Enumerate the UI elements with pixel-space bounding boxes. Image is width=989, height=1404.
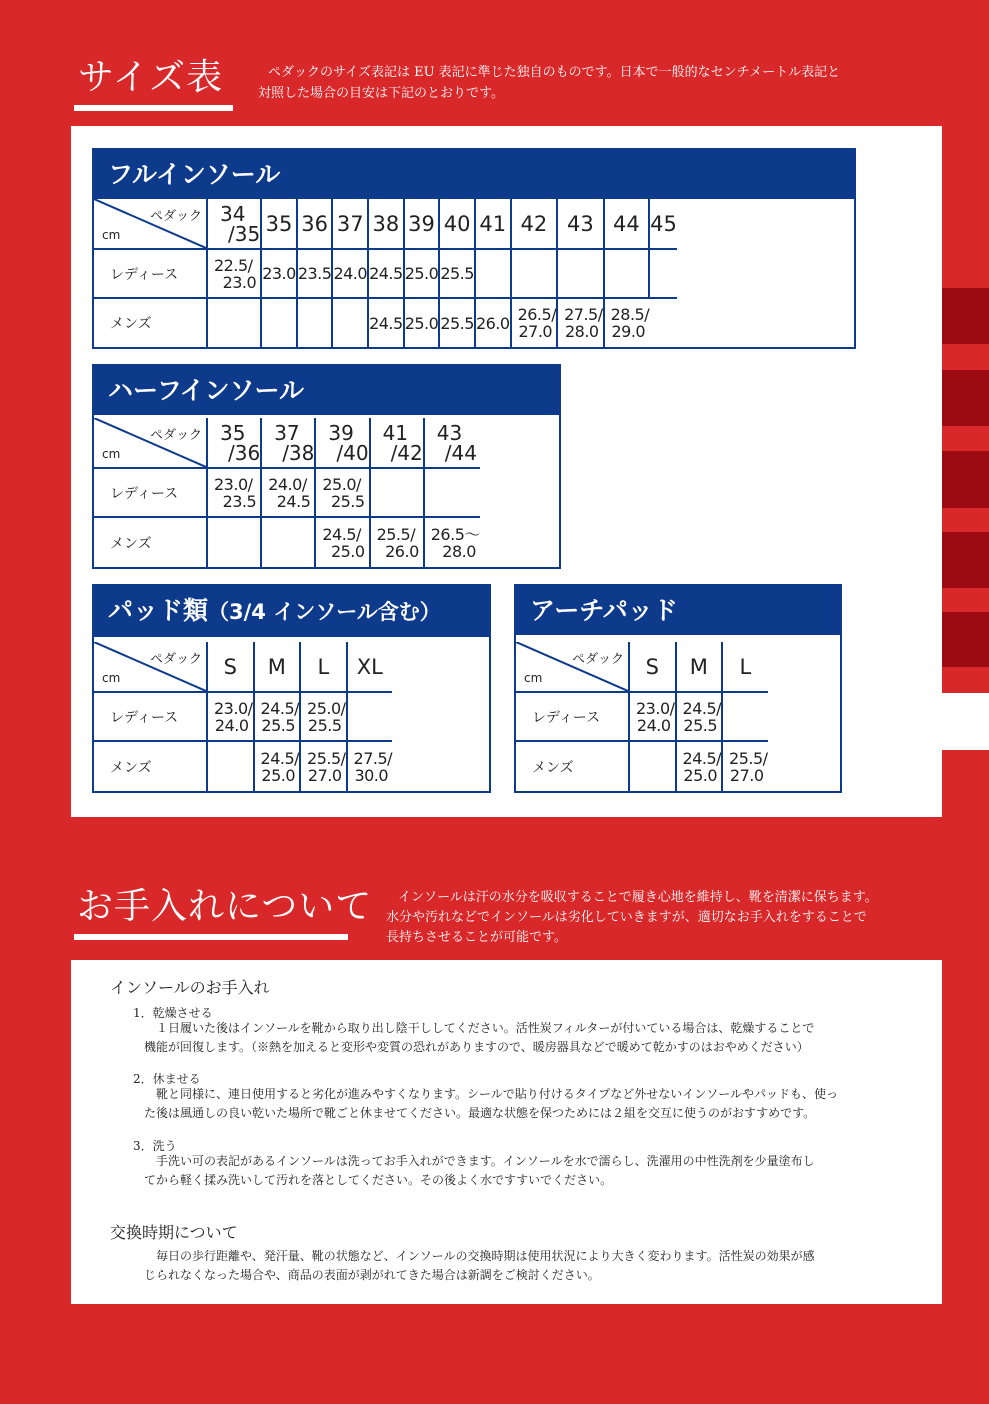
table-cell: 24.5 xyxy=(368,249,404,298)
corner-label-top: ペダック xyxy=(149,652,202,667)
half-insole-table xyxy=(92,364,561,569)
care-item-title: 2．休ませる xyxy=(133,1072,201,1086)
column-header: 36 xyxy=(297,199,333,249)
row-label-mens: メンズ xyxy=(94,517,207,567)
column-header: L xyxy=(300,642,347,692)
table-corner xyxy=(94,199,207,249)
column-header: 44 xyxy=(604,199,650,249)
table-cell xyxy=(261,298,297,347)
table-cell xyxy=(649,249,677,298)
column-header: M xyxy=(254,642,301,692)
corner-label-top: ペダック xyxy=(149,428,202,443)
table-title: アーチパッド xyxy=(516,586,840,635)
table-title: ハーフインソール xyxy=(94,366,559,415)
corner-label-bottom: cm xyxy=(102,447,121,461)
column-header: 39 xyxy=(404,199,440,249)
column-header: 43 /44 xyxy=(424,418,480,468)
column-header: L xyxy=(722,642,768,692)
column-header: S xyxy=(629,642,676,692)
replace-heading: 交換時期について xyxy=(110,1223,238,1242)
column-header: 34 /35 xyxy=(207,199,261,249)
table-cell: 25.5/ 27.0 xyxy=(722,741,768,791)
table-cell: 25.0 xyxy=(404,298,440,347)
title-underline xyxy=(74,934,348,940)
corner-label-bottom: cm xyxy=(524,671,543,685)
table-title: フルインソール xyxy=(94,150,854,199)
table-cell xyxy=(347,692,393,741)
full-insole-table xyxy=(92,148,856,349)
table-corner xyxy=(94,642,207,692)
table-cell: 24.0/ 24.5 xyxy=(261,468,315,517)
care-heading: インソールのお手入れ xyxy=(110,978,270,997)
column-header: 40 xyxy=(439,199,475,249)
intro-line: 水分や汚れなどでインソールは劣化していきますが、適切なお手入れをすることで xyxy=(386,910,867,925)
side-stripe xyxy=(942,451,989,508)
table-cell: 26.5/ 27.0 xyxy=(511,298,558,347)
table-cell: 27.5/ 28.0 xyxy=(557,298,604,347)
column-header: 37 /38 xyxy=(261,418,315,468)
row-label-mens: メンズ xyxy=(94,741,207,791)
row-label-ladies: レディース xyxy=(94,468,207,517)
row-label-mens: メンズ xyxy=(94,298,207,347)
replace-body: 毎日の歩行距離や、発汗量、靴の状態など、インソールの交換時期は使用状況により大きく変わります。活性炭の効果が感 じられなくなった場合や、商品の表面が剥がれてきた場合は新調をご検討ください。 xyxy=(144,1249,815,1282)
table-title-main: パッド類 xyxy=(108,596,209,625)
table-cell xyxy=(370,468,424,517)
table-cell: 23.5 xyxy=(297,249,333,298)
table-cell xyxy=(475,249,511,298)
column-header: XL xyxy=(347,642,393,692)
table-title-sub: （3/4 インソール含む） xyxy=(208,600,441,624)
corner-label-top: ペダック xyxy=(149,209,202,224)
size-section-intro xyxy=(258,62,938,104)
column-header: 41 /42 xyxy=(370,418,424,468)
table-cell xyxy=(297,298,333,347)
table-cell: 26.0 xyxy=(475,298,511,347)
row-label-mens: メンズ xyxy=(516,741,629,791)
care-section-intro xyxy=(386,888,936,948)
table-cell: 25.5 xyxy=(439,298,475,347)
arch-pad-table xyxy=(514,584,842,793)
column-header: 39 /40 xyxy=(315,418,369,468)
column-header: 35 /36 xyxy=(207,418,261,468)
care-item-title: 3．洗う xyxy=(133,1139,177,1153)
intro-line: ペダックのサイズ表記は EU 表記に準じた独自のものです。日本で一般的なセンチメートル表記と xyxy=(268,65,841,80)
size-section-title: サイズ表 xyxy=(78,57,224,98)
title-underline xyxy=(74,105,233,111)
table-cell: 25.0/ 25.5 xyxy=(300,692,347,741)
table-cell: 24.5/ 25.5 xyxy=(676,692,723,741)
row-label-ladies: レディース xyxy=(94,692,207,741)
care-item-title: 1．乾燥させる xyxy=(133,1006,213,1020)
table-cell xyxy=(511,249,558,298)
table-cell: 25.5/ 27.0 xyxy=(300,741,347,791)
care-section-title: お手入れについて xyxy=(77,886,373,927)
column-header: 45 xyxy=(649,199,677,249)
column-header: 37 xyxy=(332,199,368,249)
table-cell xyxy=(604,249,650,298)
column-header: 41 xyxy=(475,199,511,249)
side-stripe xyxy=(942,532,989,588)
column-header: 38 xyxy=(368,199,404,249)
corner-label-top: ペダック xyxy=(571,652,624,667)
care-item-body: １日履いた後はインソールを靴から取り出し陰干ししてください。活性炭フィルターが付いている場合は、乾燥することで 機能が回復します。（※熱を加えると変形や変質の恐れがありますので、暖房器具などで暖めて乾かすのはおやめください） xyxy=(144,1021,815,1054)
table-cell: 23.0/ 24.0 xyxy=(207,692,254,741)
table-title xyxy=(94,586,489,637)
table-cell xyxy=(332,298,368,347)
care-item-body: 靴と同様に、連日使用すると劣化が進みやすくなります。シールで貼り付けるタイプなど外せないインソールやパッドも、使っ た後は風通しの良い乾いた場所で靴ごと休ませてください。最適な状態を保つためには２組を交互に使うのがおすすめです。 xyxy=(144,1087,838,1120)
intro-line: 対照した場合の目安は下記のとおりです。 xyxy=(258,86,504,101)
column-header: 35 xyxy=(261,199,297,249)
table-cell: 24.5 xyxy=(368,298,404,347)
corner-label-bottom: cm xyxy=(102,671,121,685)
table-cell: 23.0 xyxy=(261,249,297,298)
table-cell: 24.5/ 25.0 xyxy=(315,517,369,567)
side-stripe-white xyxy=(942,693,989,750)
table-cell xyxy=(722,692,768,741)
table-cell: 27.5/ 30.0 xyxy=(347,741,393,791)
table-cell: 24.5/ 25.5 xyxy=(254,692,301,741)
table-cell xyxy=(629,741,676,791)
table-cell: 24.5/ 25.0 xyxy=(254,741,301,791)
table-cell: 26.5～ 28.0 xyxy=(424,517,480,567)
table-cell: 23.0/ 24.0 xyxy=(629,692,676,741)
table-cell xyxy=(557,249,604,298)
row-label-ladies: レディース xyxy=(94,249,207,298)
intro-line: インソールは汗の水分を吸収することで履き心地を維持し、靴を清潔に保ちます。 xyxy=(398,890,878,905)
table-cell: 24.0 xyxy=(332,249,368,298)
intro-line: 長持ちさせることが可能です。 xyxy=(386,930,567,945)
column-header: S xyxy=(207,642,254,692)
side-stripe xyxy=(942,370,989,426)
care-item-body: 手洗い可の表記があるインソールは洗ってお手入れができます。インソールを水で濡らし、洗濯用の中性洗剤を少量塗布し てから軽く揉み洗いして汚れを落としてください。その後よく水ですすいでください。 xyxy=(144,1154,815,1187)
side-stripe xyxy=(942,612,989,667)
corner-label-bottom: cm xyxy=(102,228,121,242)
column-header: M xyxy=(676,642,723,692)
table-cell xyxy=(207,741,254,791)
pads-table xyxy=(92,584,491,793)
table-cell xyxy=(261,517,315,567)
table-corner xyxy=(94,418,207,468)
table-cell: 28.5/ 29.0 xyxy=(604,298,650,347)
row-label-ladies: レディース xyxy=(516,692,629,741)
table-corner xyxy=(516,642,629,692)
table-cell xyxy=(424,468,480,517)
table-cell xyxy=(207,517,261,567)
column-header: 42 xyxy=(511,199,558,249)
table-cell: 22.5/ 23.0 xyxy=(207,249,261,298)
side-stripe xyxy=(942,288,989,344)
table-cell: 25.5/ 26.0 xyxy=(370,517,424,567)
table-cell: 25.0 xyxy=(404,249,440,298)
table-cell: 25.0/ 25.5 xyxy=(315,468,369,517)
column-header: 43 xyxy=(557,199,604,249)
table-cell: 24.5/ 25.0 xyxy=(676,741,723,791)
table-cell xyxy=(207,298,261,347)
table-cell: 23.0/ 23.5 xyxy=(207,468,261,517)
table-cell: 25.5 xyxy=(439,249,475,298)
